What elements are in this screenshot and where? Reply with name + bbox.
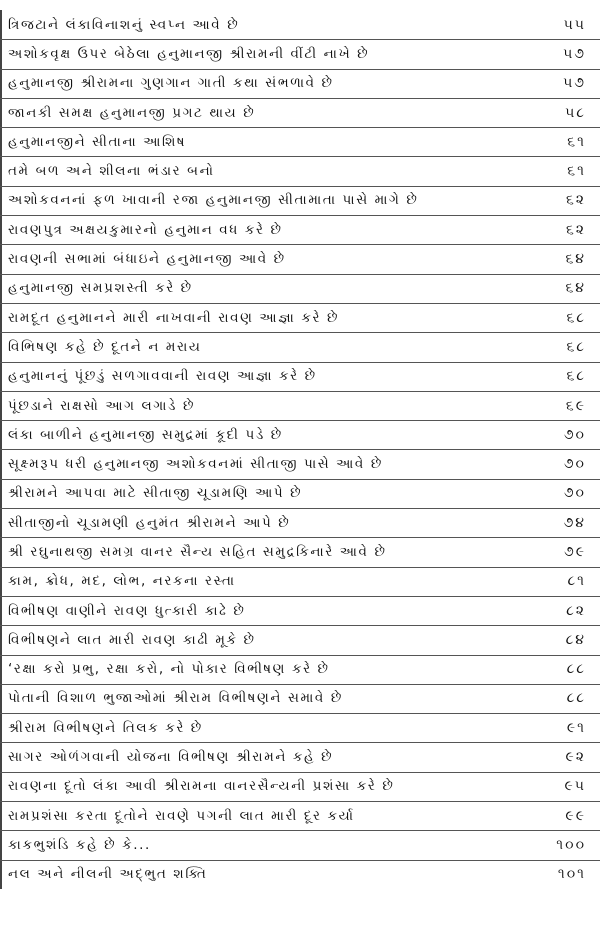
- row-divider: [0, 332, 600, 333]
- toc-entry-page-number: ૮૨: [566, 602, 586, 619]
- toc-entry-page-number: ૬૮: [566, 338, 586, 355]
- toc-row: [0, 625, 600, 654]
- toc-row: [0, 655, 600, 684]
- row-divider: [0, 655, 600, 656]
- toc-entry-title: રાવણની સભામાં બંધાઇને હનુમાનજી આવે છે: [8, 251, 286, 268]
- toc-entry-page-number: ૬૮: [566, 368, 586, 385]
- row-divider: [0, 508, 600, 509]
- row-divider: [0, 742, 600, 743]
- toc-entry-page-number: ૫૭: [563, 75, 586, 92]
- row-divider: [0, 127, 600, 128]
- toc-entry-title: લંકા બાળીને હનુમાનજી સમુદ્રમાં કૂદી પડે છે: [8, 426, 283, 443]
- row-divider: [0, 684, 600, 685]
- toc-entry-page-number: ૬૪: [565, 251, 586, 268]
- row-divider: [0, 156, 600, 157]
- row-divider: [0, 479, 600, 480]
- toc-entry-title: હનુમાનજીને સીતાના આશિષ: [8, 133, 187, 150]
- toc-entry-page-number: ૬૧: [567, 163, 586, 180]
- toc-entry-page-number: ૯૧: [566, 719, 586, 736]
- row-divider: [0, 69, 600, 70]
- toc-entry-title: હનુમાનજી સમપ્રશસ્તી કરે છે: [8, 280, 193, 297]
- toc-entry-title: રાવણના દૂતો લંકા આવી શ્રીરામના વાનરસૈન્યની પ્રશંસા કરે છે: [8, 778, 395, 795]
- row-divider: [0, 362, 600, 363]
- toc-entry-title: પોતાની વિશાળ ભુજાઓમાં શ્રીરામ વિભીષણને સમાવે છે: [8, 690, 343, 707]
- toc-row: [0, 830, 600, 859]
- toc-entry-page-number: ૫૭: [563, 45, 586, 62]
- toc-entry-title: જાનકી સમક્ષ હનુમાનજી પ્રગટ થાય છે: [8, 104, 256, 121]
- toc-entry-title: શ્રીરામને આપવા માટે સીતાજી ચૂડામણિ આપે છે: [8, 485, 303, 502]
- toc-entry-page-number: ૬૨: [565, 192, 586, 209]
- toc-row: [0, 479, 600, 508]
- toc-row: [0, 420, 600, 449]
- toc-entry-page-number: ૯૫: [564, 778, 586, 795]
- toc-entry-title: અશોકવૃક્ષ ઉપર બેઠેલા હનુમાનજી શ્રીરામની વીંટી નાખે છે: [8, 45, 370, 62]
- toc-entry-title: તમે બળ અને શીલના ભંડાર બનો: [8, 163, 215, 180]
- table-of-contents: [0, 10, 600, 889]
- toc-entry-title: રામપ્રશંસા કરતા દૂતોને રાવણે પગની લાત મારી દૂર કર્યા: [8, 807, 355, 824]
- row-divider: [0, 713, 600, 714]
- row-divider: [0, 625, 600, 626]
- toc-entry-page-number: ૬૮: [566, 309, 586, 326]
- toc-entry-page-number: ૬૧: [567, 133, 586, 150]
- row-divider: [0, 420, 600, 421]
- row-divider: [0, 830, 600, 831]
- toc-entry-page-number: ૮૮: [566, 661, 586, 678]
- toc-row: [0, 801, 600, 830]
- row-divider: [0, 567, 600, 568]
- toc-row: [0, 274, 600, 303]
- toc-entry-title: સૂક્ષ્મરૂપ ધરી હનુમાનજી અશોકવનમાં સીતાજી પાસે આવે છે: [8, 456, 383, 473]
- row-divider: [0, 215, 600, 216]
- toc-entry-title: પૂંછડાને રાક્ષસો આગ લગાડે છે: [8, 397, 195, 414]
- toc-row: [0, 303, 600, 332]
- toc-entry-page-number: ૧૦૧: [557, 866, 586, 883]
- toc-entry-title: કામ, ક્રોધ, મદ, લોભ, નરકના રસ્તા: [8, 573, 236, 590]
- row-divider: [0, 244, 600, 245]
- toc-entry-title: વિભીષણને લાત મારી રાવણ કાઢી મૂકે છે: [8, 631, 256, 648]
- toc-row: [0, 127, 600, 156]
- toc-entry-page-number: ૭૯: [563, 543, 586, 560]
- row-divider: [0, 39, 600, 40]
- toc-entry-page-number: ૬૨: [565, 221, 586, 238]
- row-divider: [0, 860, 600, 861]
- toc-entry-title: શ્રીરામ વિભીષણને તિલક કરે છે: [8, 719, 203, 736]
- toc-entry-title: સીતાજીનો ચૂડામણી હનુમંત શ્રીરામને આપે છે: [8, 514, 291, 531]
- toc-row: [0, 596, 600, 625]
- toc-row: [0, 39, 600, 68]
- toc-entry-page-number: ૮૮: [566, 690, 586, 707]
- toc-entry-page-number: ૯૨: [565, 749, 586, 766]
- row-divider: [0, 391, 600, 392]
- toc-row: [0, 449, 600, 478]
- toc-entry-page-number: ૧૦૦: [556, 836, 586, 853]
- toc-row: [0, 537, 600, 566]
- toc-row: [0, 98, 600, 127]
- toc-entry-title: રાવણપુત્ર અક્ષયકુમારનો હનુમાન વધ કરે છે: [8, 221, 283, 238]
- toc-row: [0, 713, 600, 742]
- toc-row: [0, 244, 600, 273]
- toc-entry-title: અશોકવનનાં ફળ ખાવાની રજા હનુમાનજી સીતામાતા પાસે માગે છે: [8, 192, 419, 209]
- toc-row: [0, 742, 600, 771]
- toc-entry-page-number: ૫૮: [565, 104, 586, 121]
- row-divider: [0, 772, 600, 773]
- row-divider: [0, 303, 600, 304]
- toc-entry-page-number: ૮૪: [565, 631, 586, 648]
- toc-row: [0, 684, 600, 713]
- toc-row: [0, 156, 600, 185]
- toc-row: [0, 772, 600, 801]
- toc-entry-page-number: ૯૯: [565, 807, 586, 824]
- toc-row: [0, 10, 600, 39]
- toc-entry-title: વિભીષણ વાણીને રાવણ ધુત્કારી કાઢે છે: [8, 602, 246, 619]
- toc-entry-title: કાકભુશંડિ કહે છે કે...: [8, 836, 151, 853]
- toc-entry-page-number: ૬૯: [565, 397, 586, 414]
- row-divider: [0, 596, 600, 597]
- row-divider: [0, 449, 600, 450]
- toc-row: [0, 186, 600, 215]
- toc-row: [0, 362, 600, 391]
- toc-entry-title: રામદૂત હનુમાનને મારી નાખવાની રાવણ આજ્ઞા કરે છે: [8, 309, 339, 326]
- row-divider: [0, 274, 600, 275]
- toc-entry-page-number: ૫૫: [563, 16, 586, 33]
- toc-row: [0, 332, 600, 361]
- row-divider: [0, 186, 600, 187]
- toc-entry-page-number: ૭૦: [563, 485, 586, 502]
- toc-entry-page-number: ૬૪: [565, 280, 586, 297]
- toc-entry-title: ‘રક્ષા કરો પ્રભુ, રક્ષા કરો, નો પોકાર વિભીષણ કરે છે: [8, 661, 330, 678]
- toc-entry-title: ત્રિજટાને લંકાવિનાશનું સ્વપ્ન આવે છે: [8, 16, 240, 33]
- toc-entry-title: હનુમાનનું પૂંછડું સળગાવવાની રાવણ આજ્ઞા કરે છે: [8, 368, 317, 385]
- toc-row: [0, 508, 600, 537]
- row-divider: [0, 537, 600, 538]
- toc-row: [0, 567, 600, 596]
- toc-row: [0, 391, 600, 420]
- toc-row: [0, 860, 600, 889]
- row-divider: [0, 98, 600, 99]
- toc-entry-title: નલ અને નીલની અદ્ભુત શક્તિ: [8, 866, 208, 883]
- toc-entry-title: વિભિષણ કહે છે દૂતને ન મરાય: [8, 338, 202, 355]
- toc-entry-page-number: ૮૧: [567, 573, 586, 590]
- toc-entry-page-number: ૭૦: [563, 456, 586, 473]
- toc-entry-page-number: ૭૦: [563, 426, 586, 443]
- toc-row: [0, 69, 600, 98]
- toc-row: [0, 215, 600, 244]
- toc-entry-title: શ્રી રઘુનાથજી સમગ્ર વાનર સૈન્ય સહિત સમુદ્રકિનારે આવે છે: [8, 543, 387, 560]
- toc-entry-title: હનુમાનજી શ્રીરામના ગુણગાન ગાતી કથા સંભળાવે છે: [8, 75, 334, 92]
- toc-entry-page-number: ૭૪: [563, 514, 586, 531]
- toc-entry-title: સાગર ઓળંગવાની યોજના વિભીષણ શ્રીરામને કહે છે: [8, 749, 334, 766]
- row-divider: [0, 801, 600, 802]
